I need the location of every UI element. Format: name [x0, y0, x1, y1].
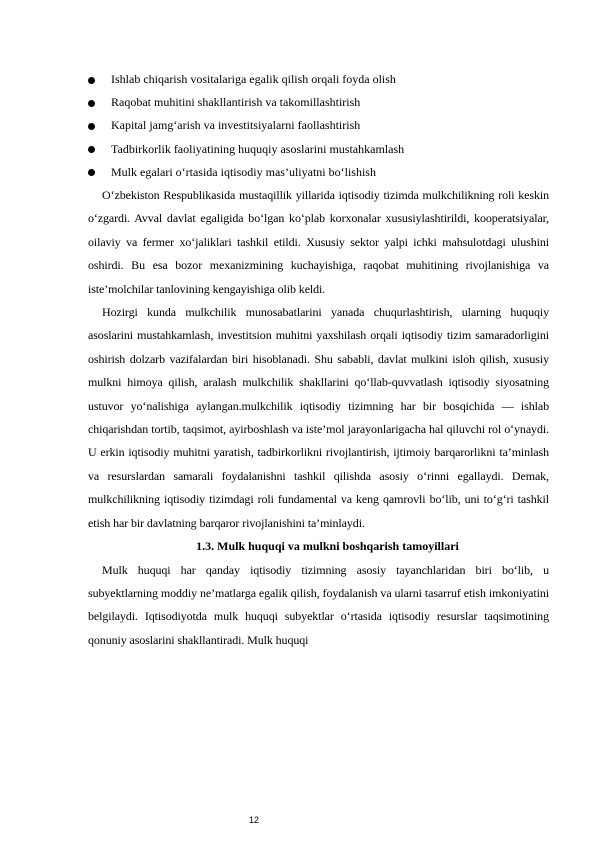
bullet-dot-icon	[88, 123, 95, 130]
bullet-item	[88, 114, 549, 137]
bullet-item	[88, 138, 549, 161]
bullet-dot-icon	[88, 100, 95, 107]
bullet-text: Ishlab chiqarish vositalariga egalik qilish orqali foyda olish	[111, 72, 396, 86]
page-number: 12	[248, 815, 259, 825]
bullet-list	[88, 68, 549, 184]
body-paragraph: Mulk huquqi har qanday iqtisodiy tizimning asosiy tayanchlaridan biri bo‘lib, u subyektlarning moddiy ne’matlarga egalik qilish, foydalanish va ularni tasarruf etish imkoniyatini belgilaydi. Iqtisodiyotda mulk huquqi subyektlar o‘rtasida iqtisodiy resurslar taqsimotining qonuniy asoslarini shakllantiradi. Mulk huquqi	[88, 562, 549, 647]
bullet-item	[88, 161, 549, 184]
document-page	[88, 68, 549, 652]
bullet-item	[88, 68, 549, 91]
bullet-dot-icon	[88, 77, 95, 84]
bullet-dot-icon	[88, 146, 95, 153]
bullet-text: Kapital jamg‘arish va investitsiyalarni faollashtirish	[111, 118, 361, 133]
section-heading: 1.3. Mulk huquqi va mulkni boshqarish tamoyillari	[196, 539, 459, 554]
body-paragraph: Hozirgi kunda mulkchilik munosabatlarini yanada chuqurlashtirish, ularning huquqiy asoslarini mustahkamlash, investitsion muhitni yaxshilash orqali iqtisodiy tizim samaradorligini oshirish dolzarb vazifalardan biri hisoblanadi. Shu sababli, davlat mulkini isloh qilish, xususiy mulkni himoya qilish, aralash mulkchilik shakllarini qo‘llab-quvvatlash iqtisodiy siyosatning ustuvor yo‘nalishiga aylangan.mulkchilik iqtisodiy tizimning har bir bosqichida — ishlab chiqarishdan tortib, taqsimot, ayirboshlash va iste’mol jarayonlarigacha hal qiluvchi rol o‘ynaydi. U erkin iqtisodiy muhitni yaratish, tadbirkorlikni rivojlantirish, ijtimoiy barqarorlikni ta’minlash va resurslardan samarali foydalanishni tashkil qilishda asosiy o‘rinni egallaydi. Demak, mulkchilikning iqtisodiy tizimdagi roli fundamental va keng qamrovli bo‘lib, uni to‘g‘ri tashkil etish har bir davlatning barqaror rivojlanishini ta’minlaydi.	[88, 305, 549, 530]
bullet-text: Tadbirkorlik faoliyatining huquqiy asoslarini mustahkamlash	[111, 141, 405, 156]
body-paragraph: O‘zbekiston Respublikasida mustaqillik yillarida iqtisodiy tizimda mulkchilikning roli keskin o‘zgardi. Avval davlat egaligida bo‘lgan ko‘plab korxonalar xususiylashtirildi, kooperatsiyalar, oilaviy va fermer xo‘jaliklari tashkil etildi. Xususiy sektor yalpi ichki mahsulotdagi ulushini oshirdi. Bu esa bozor mexanizmining kuchayishiga, raqobat muhitining rivojlanishiga va iste’molchilar tanlovining kengayishiga olib keldi.	[88, 188, 549, 296]
bullet-text: Mulk egalari o‘rtasida iqtisodiy mas’uliyatni bo‘lishish	[111, 164, 376, 179]
bullet-text: Raqobat muhitini shakllantirish va takomillashtirish	[111, 95, 361, 110]
bullet-dot-icon	[88, 169, 95, 176]
bullet-item	[88, 91, 549, 114]
